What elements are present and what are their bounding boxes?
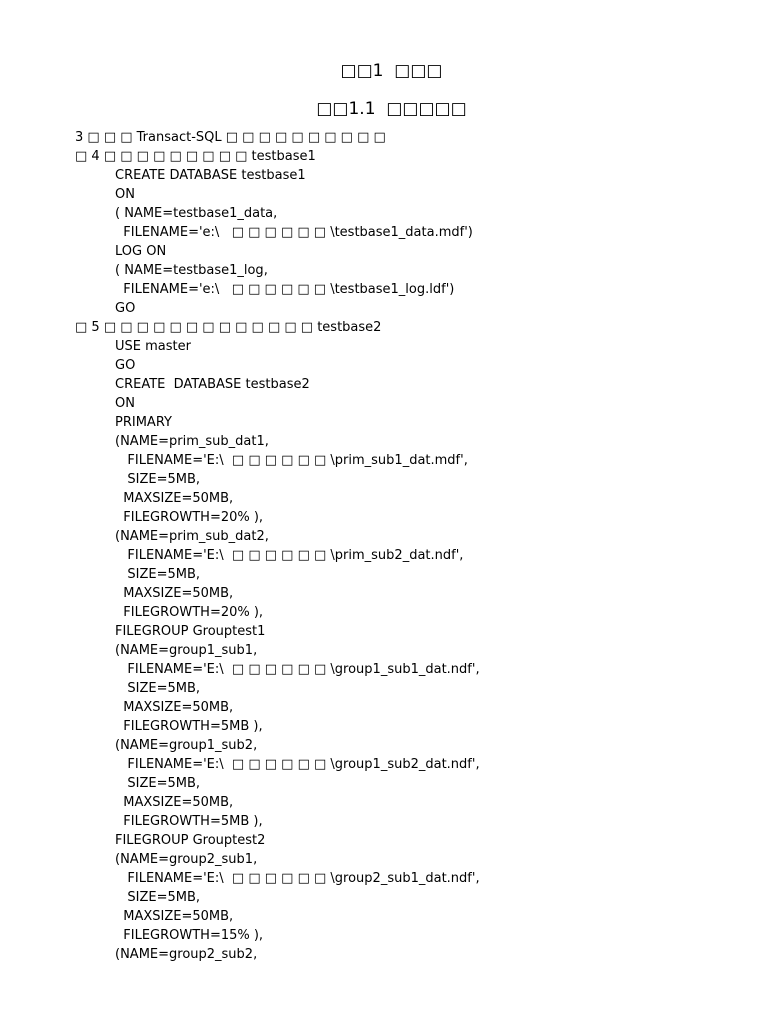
text-line: CREATE DATABASE testbase2 [115,377,310,392]
text-line: FILENAME='E:\ □ □ □ □ □ □ \group2_sub1_dat.ndf', [115,871,480,886]
text-line: SIZE=5MB, [115,472,201,487]
text-line: PRIMARY [115,415,172,430]
text-line: ON [115,396,135,411]
text-line: FILEGROUP Grouptest1 [115,624,266,639]
text-line: □ 5 □ □ □ □ □ □ □ □ □ □ □ □ □ testbase2 [75,320,382,335]
document-body [75,128,480,964]
text-line: FILENAME='E:\ □ □ □ □ □ □ \prim_sub2_dat.ndf', [115,548,464,563]
text-line: ON [115,187,135,202]
text-line: CREATE DATABASE testbase1 [115,168,306,183]
text-line: GO [115,301,136,316]
text-line: FILENAME='e:\ □ □ □ □ □ □ \testbase1_log.ldf') [115,282,455,297]
text-line: 3 □ □ □ Transact-SQL □ □ □ □ □ □ □ □ □ □ [75,130,386,145]
text-line: MAXSIZE=50MB, [115,586,234,601]
text-line: FILEGROWTH=20% ), [115,510,264,525]
text-line: MAXSIZE=50MB, [115,700,234,715]
section-title: □□1.1 □□□□□ [316,99,467,119]
text-line: FILENAME='E:\ □ □ □ □ □ □ \group1_sub1_dat.ndf', [115,662,480,677]
text-line: (NAME=prim_sub_dat2, [115,529,269,544]
text-line: FILEGROWTH=5MB ), [115,814,263,829]
text-line: ( NAME=testbase1_log, [115,263,268,278]
text-line: (NAME=group2_sub1, [115,852,258,867]
text-line: FILEGROWTH=15% ), [115,928,264,943]
text-line: (NAME=group1_sub1, [115,643,258,658]
text-line: FILENAME='E:\ □ □ □ □ □ □ \prim_sub1_dat.mdf', [115,453,468,468]
text-line: MAXSIZE=50MB, [115,909,234,924]
text-line: FILEGROWTH=5MB ), [115,719,263,734]
text-line: FILEGROWTH=20% ), [115,605,264,620]
text-line: SIZE=5MB, [115,776,201,791]
text-line: MAXSIZE=50MB, [115,795,234,810]
text-line: FILEGROUP Grouptest2 [115,833,266,848]
text-line: (NAME=prim_sub_dat1, [115,434,269,449]
text-line: MAXSIZE=50MB, [115,491,234,506]
text-line: (NAME=group1_sub2, [115,738,258,753]
text-line: SIZE=5MB, [115,681,201,696]
text-line: (NAME=group2_sub2, [115,947,258,962]
text-line: ( NAME=testbase1_data, [115,206,278,221]
text-line: SIZE=5MB, [115,567,201,582]
text-line: FILENAME='e:\ □ □ □ □ □ □ \testbase1_data.mdf') [115,225,473,240]
text-line: SIZE=5MB, [115,890,201,905]
text-line: GO [115,358,136,373]
text-line: LOG ON [115,244,167,259]
text-line: USE master [115,339,191,354]
text-line: □ 4 □ □ □ □ □ □ □ □ □ testbase1 [75,149,316,164]
document-title: □□1 □□□ [340,61,443,81]
text-line: FILENAME='E:\ □ □ □ □ □ □ \group1_sub2_dat.ndf', [115,757,480,772]
